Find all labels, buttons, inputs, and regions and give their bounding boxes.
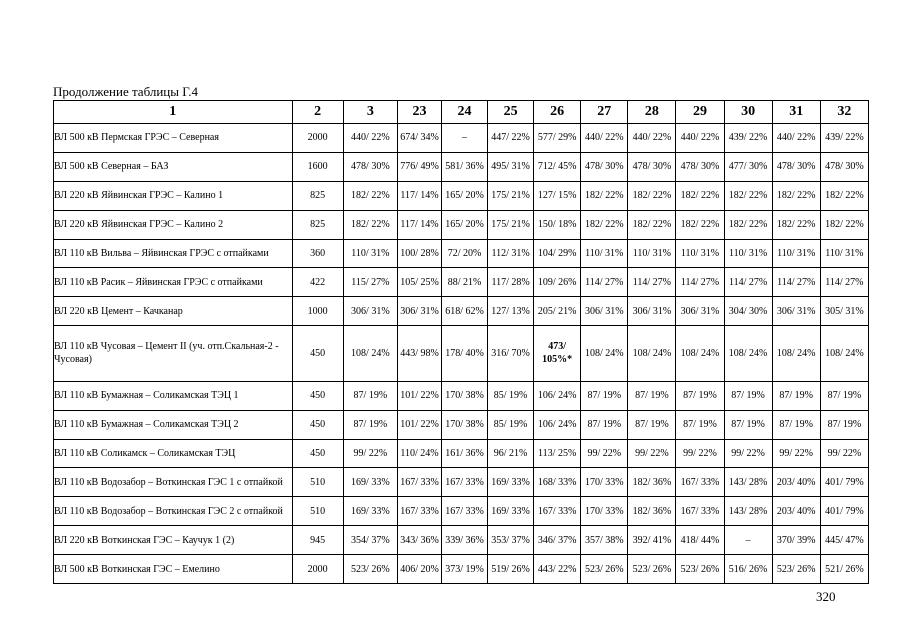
value-cell: 1600 <box>292 152 343 181</box>
value-cell: 167/ 33% <box>442 497 488 526</box>
value-cell: 114/ 27% <box>581 268 628 297</box>
value-cell: 450 <box>292 410 343 439</box>
value-cell: 108/ 24% <box>820 326 868 382</box>
value-cell: 306/ 31% <box>772 297 820 326</box>
value-cell: 87/ 19% <box>581 381 628 410</box>
value-cell: 418/ 44% <box>676 526 724 555</box>
value-cell: 109/ 26% <box>534 268 581 297</box>
table-row <box>54 468 869 497</box>
value-cell: 114/ 27% <box>820 268 868 297</box>
value-cell: 478/ 30% <box>581 152 628 181</box>
value-cell: 110/ 31% <box>772 239 820 268</box>
line-name-cell: ВЛ 110 кВ Расик – Яйвинская ГРЭС с отпайками <box>54 268 293 297</box>
value-cell: 712/ 45% <box>534 152 581 181</box>
value-cell: 182/ 22% <box>820 181 868 210</box>
value-cell: 99/ 22% <box>581 439 628 468</box>
value-cell: 99/ 22% <box>772 439 820 468</box>
value-cell: 422 <box>292 268 343 297</box>
value-cell: 353/ 37% <box>488 526 534 555</box>
value-cell: 2000 <box>292 555 343 584</box>
value-cell: 519/ 26% <box>488 555 534 584</box>
table-row <box>54 297 869 326</box>
value-cell: 523/ 26% <box>581 555 628 584</box>
value-cell: 306/ 31% <box>676 297 724 326</box>
table-row <box>54 410 869 439</box>
table-row <box>54 181 869 210</box>
value-cell: 478/ 30% <box>820 152 868 181</box>
value-cell: 478/ 30% <box>676 152 724 181</box>
value-cell: 354/ 37% <box>343 526 397 555</box>
value-cell: 306/ 31% <box>628 297 676 326</box>
value-cell: 370/ 39% <box>772 526 820 555</box>
value-cell: 450 <box>292 439 343 468</box>
value-cell: 114/ 27% <box>724 268 772 297</box>
value-cell: – <box>724 526 772 555</box>
value-cell: 450 <box>292 326 343 382</box>
value-cell: 114/ 27% <box>676 268 724 297</box>
value-cell: 182/ 22% <box>772 181 820 210</box>
line-name-cell: ВЛ 220 кВ Цемент – Качканар <box>54 297 293 326</box>
value-cell: 165/ 20% <box>442 210 488 239</box>
value-cell: 447/ 22% <box>488 124 534 153</box>
value-cell: 99/ 22% <box>820 439 868 468</box>
value-cell: 182/ 22% <box>820 210 868 239</box>
column-header: 28 <box>628 101 676 124</box>
column-header: 2 <box>292 101 343 124</box>
value-cell: 305/ 31% <box>820 297 868 326</box>
value-cell: 110/ 31% <box>581 239 628 268</box>
value-cell: 87/ 19% <box>820 410 868 439</box>
value-cell: 445/ 47% <box>820 526 868 555</box>
value-cell: 167/ 33% <box>534 497 581 526</box>
value-cell: 165/ 20% <box>442 181 488 210</box>
value-cell: 182/ 36% <box>628 497 676 526</box>
value-cell: 170/ 38% <box>442 410 488 439</box>
value-cell: 825 <box>292 181 343 210</box>
value-cell: 114/ 27% <box>772 268 820 297</box>
column-header: 30 <box>724 101 772 124</box>
value-cell: 440/ 22% <box>581 124 628 153</box>
value-cell: 117/ 14% <box>397 181 441 210</box>
value-cell: 114/ 27% <box>628 268 676 297</box>
value-cell: 101/ 22% <box>397 381 441 410</box>
value-cell: 439/ 22% <box>820 124 868 153</box>
line-name-cell: ВЛ 110 кВ Соликамск – Соликамская ТЭЦ <box>54 439 293 468</box>
value-cell: 87/ 19% <box>724 381 772 410</box>
value-cell: 182/ 22% <box>676 181 724 210</box>
value-cell: 357/ 38% <box>581 526 628 555</box>
value-cell: 167/ 33% <box>397 468 441 497</box>
value-cell: 523/ 26% <box>343 555 397 584</box>
value-cell: 182/ 22% <box>724 181 772 210</box>
value-cell: 182/ 22% <box>343 210 397 239</box>
value-cell: 88/ 21% <box>442 268 488 297</box>
value-cell: 113/ 25% <box>534 439 581 468</box>
data-table <box>53 100 869 584</box>
line-name-cell: ВЛ 110 кВ Водозабор – Воткинская ГЭС 1 с отпайкой <box>54 468 293 497</box>
value-cell: 87/ 19% <box>343 381 397 410</box>
value-cell: 106/ 24% <box>534 381 581 410</box>
value-cell: 169/ 33% <box>488 497 534 526</box>
value-cell: 108/ 24% <box>772 326 820 382</box>
value-cell: 87/ 19% <box>772 410 820 439</box>
value-cell: 316/ 70% <box>488 326 534 382</box>
value-cell: 167/ 33% <box>397 497 441 526</box>
value-cell: 110/ 31% <box>676 239 724 268</box>
value-cell: 105/ 25% <box>397 268 441 297</box>
value-cell: 478/ 30% <box>343 152 397 181</box>
value-cell: 143/ 28% <box>724 468 772 497</box>
value-cell: 108/ 24% <box>343 326 397 382</box>
table-caption: Продолжение таблицы Г.4 <box>53 84 199 99</box>
value-cell: 521/ 26% <box>820 555 868 584</box>
column-header: 3 <box>343 101 397 124</box>
value-cell: 450 <box>292 381 343 410</box>
value-cell: 87/ 19% <box>676 381 724 410</box>
value-cell: 108/ 24% <box>724 326 772 382</box>
value-cell: 443/ 98% <box>397 326 441 382</box>
value-cell: – <box>442 124 488 153</box>
value-cell: 117/ 28% <box>488 268 534 297</box>
value-cell: 108/ 24% <box>676 326 724 382</box>
value-cell: 440/ 22% <box>772 124 820 153</box>
value-cell: 825 <box>292 210 343 239</box>
value-cell: 182/ 22% <box>581 210 628 239</box>
value-cell: 99/ 22% <box>343 439 397 468</box>
value-cell: 478/ 30% <box>628 152 676 181</box>
value-cell: 170/ 33% <box>581 497 628 526</box>
value-cell: 87/ 19% <box>628 381 676 410</box>
value-cell: 182/ 22% <box>772 210 820 239</box>
table-row <box>54 439 869 468</box>
value-cell: 100/ 28% <box>397 239 441 268</box>
value-cell: 343/ 36% <box>397 526 441 555</box>
value-cell: 304/ 30% <box>724 297 772 326</box>
value-cell: 112/ 31% <box>488 239 534 268</box>
value-cell: 401/ 79% <box>820 468 868 497</box>
line-name-cell: ВЛ 110 кВ Бумажная – Соликамская ТЭЦ 1 <box>54 381 293 410</box>
table-row <box>54 239 869 268</box>
value-cell: 516/ 26% <box>724 555 772 584</box>
header-row <box>54 101 869 124</box>
value-cell: 406/ 20% <box>397 555 441 584</box>
value-cell: 169/ 33% <box>488 468 534 497</box>
value-cell: 108/ 24% <box>628 326 676 382</box>
table-row <box>54 526 869 555</box>
value-cell: 143/ 28% <box>724 497 772 526</box>
value-cell: 182/ 22% <box>628 181 676 210</box>
value-cell: 182/ 36% <box>628 468 676 497</box>
column-header: 29 <box>676 101 724 124</box>
value-cell: 87/ 19% <box>772 381 820 410</box>
value-cell: 106/ 24% <box>534 410 581 439</box>
value-cell: 87/ 19% <box>343 410 397 439</box>
value-cell: 87/ 19% <box>820 381 868 410</box>
value-cell: 169/ 33% <box>343 497 397 526</box>
value-cell: 87/ 19% <box>628 410 676 439</box>
value-cell: 150/ 18% <box>534 210 581 239</box>
value-cell: 182/ 22% <box>628 210 676 239</box>
table-row <box>54 210 869 239</box>
value-cell: 87/ 19% <box>581 410 628 439</box>
value-cell: 87/ 19% <box>724 410 772 439</box>
value-cell: 85/ 19% <box>488 381 534 410</box>
line-name-cell: ВЛ 500 кВ Северная – БАЗ <box>54 152 293 181</box>
value-cell: 1000 <box>292 297 343 326</box>
value-cell: 443/ 22% <box>534 555 581 584</box>
value-cell: 178/ 40% <box>442 326 488 382</box>
value-cell: 2000 <box>292 124 343 153</box>
table-row <box>54 555 869 584</box>
value-cell: 306/ 31% <box>343 297 397 326</box>
line-name-cell: ВЛ 110 кВ Вильва – Яйвинская ГРЭС с отпайками <box>54 239 293 268</box>
table-row <box>54 326 869 382</box>
value-cell: 117/ 14% <box>397 210 441 239</box>
value-cell: 440/ 22% <box>343 124 397 153</box>
page-number: 320 <box>816 589 836 604</box>
line-name-cell: ВЛ 500 кВ Воткинская ГЭС – Емелино <box>54 555 293 584</box>
line-name-cell: ВЛ 220 кВ Яйвинская ГРЭС – Калино 1 <box>54 181 293 210</box>
value-cell: 175/ 21% <box>488 181 534 210</box>
value-cell: 85/ 19% <box>488 410 534 439</box>
line-name-cell: ВЛ 500 кВ Пермская ГРЭС – Северная <box>54 124 293 153</box>
value-cell: 581/ 36% <box>442 152 488 181</box>
value-cell: 170/ 33% <box>581 468 628 497</box>
value-cell: 72/ 20% <box>442 239 488 268</box>
value-cell: 392/ 41% <box>628 526 676 555</box>
value-cell: 523/ 26% <box>772 555 820 584</box>
value-cell: 440/ 22% <box>628 124 676 153</box>
value-cell: 306/ 31% <box>581 297 628 326</box>
value-cell: 170/ 38% <box>442 381 488 410</box>
column-header: 1 <box>54 101 293 124</box>
value-cell: 169/ 33% <box>343 468 397 497</box>
column-header: 25 <box>488 101 534 124</box>
table-row <box>54 268 869 297</box>
value-cell: 523/ 26% <box>628 555 676 584</box>
line-name-cell: ВЛ 110 кВ Водозабор – Воткинская ГЭС 2 с отпайкой <box>54 497 293 526</box>
value-cell: 473/ 105%* <box>534 326 581 382</box>
value-cell: 776/ 49% <box>397 152 441 181</box>
column-header: 23 <box>397 101 441 124</box>
line-name-cell: ВЛ 110 кВ Бумажная – Соликамская ТЭЦ 2 <box>54 410 293 439</box>
value-cell: 99/ 22% <box>676 439 724 468</box>
value-cell: 99/ 22% <box>724 439 772 468</box>
value-cell: 373/ 19% <box>442 555 488 584</box>
value-cell: 339/ 36% <box>442 526 488 555</box>
value-cell: 182/ 22% <box>343 181 397 210</box>
value-cell: 203/ 40% <box>772 468 820 497</box>
value-cell: 115/ 27% <box>343 268 397 297</box>
value-cell: 99/ 22% <box>628 439 676 468</box>
value-cell: 167/ 33% <box>442 468 488 497</box>
value-cell: 108/ 24% <box>581 326 628 382</box>
value-cell: 440/ 22% <box>676 124 724 153</box>
value-cell: 110/ 31% <box>343 239 397 268</box>
value-cell: 101/ 22% <box>397 410 441 439</box>
table-row <box>54 497 869 526</box>
value-cell: 205/ 21% <box>534 297 581 326</box>
table-row <box>54 381 869 410</box>
table-row <box>54 124 869 153</box>
value-cell: 110/ 24% <box>397 439 441 468</box>
value-cell: 510 <box>292 497 343 526</box>
value-cell: 674/ 34% <box>397 124 441 153</box>
value-cell: 161/ 36% <box>442 439 488 468</box>
value-cell: 510 <box>292 468 343 497</box>
value-cell: 477/ 30% <box>724 152 772 181</box>
line-name-cell: ВЛ 220 кВ Воткинская ГЭС – Каучук 1 (2) <box>54 526 293 555</box>
table-row <box>54 152 869 181</box>
value-cell: 167/ 33% <box>676 468 724 497</box>
value-cell: 401/ 79% <box>820 497 868 526</box>
value-cell: 175/ 21% <box>488 210 534 239</box>
value-cell: 96/ 21% <box>488 439 534 468</box>
column-header: 31 <box>772 101 820 124</box>
value-cell: 167/ 33% <box>676 497 724 526</box>
value-cell: 110/ 31% <box>724 239 772 268</box>
line-name-cell: ВЛ 110 кВ Чусовая – Цемент II (уч. отп.Скальная-2 - Чусовая) <box>54 326 293 382</box>
value-cell: 495/ 31% <box>488 152 534 181</box>
value-cell: 104/ 29% <box>534 239 581 268</box>
value-cell: 182/ 22% <box>676 210 724 239</box>
value-cell: 127/ 13% <box>488 297 534 326</box>
value-cell: 182/ 22% <box>724 210 772 239</box>
column-header: 26 <box>534 101 581 124</box>
value-cell: 577/ 29% <box>534 124 581 153</box>
value-cell: 439/ 22% <box>724 124 772 153</box>
value-cell: 182/ 22% <box>581 181 628 210</box>
table-body <box>54 124 869 584</box>
value-cell: 360 <box>292 239 343 268</box>
value-cell: 110/ 31% <box>628 239 676 268</box>
value-cell: 523/ 26% <box>676 555 724 584</box>
column-header: 24 <box>442 101 488 124</box>
value-cell: 127/ 15% <box>534 181 581 210</box>
column-header: 27 <box>581 101 628 124</box>
value-cell: 945 <box>292 526 343 555</box>
column-header: 32 <box>820 101 868 124</box>
line-name-cell: ВЛ 220 кВ Яйвинская ГРЭС – Калино 2 <box>54 210 293 239</box>
value-cell: 478/ 30% <box>772 152 820 181</box>
value-cell: 346/ 37% <box>534 526 581 555</box>
value-cell: 87/ 19% <box>676 410 724 439</box>
value-cell: 110/ 31% <box>820 239 868 268</box>
value-cell: 168/ 33% <box>534 468 581 497</box>
value-cell: 306/ 31% <box>397 297 441 326</box>
value-cell: 203/ 40% <box>772 497 820 526</box>
value-cell: 618/ 62% <box>442 297 488 326</box>
